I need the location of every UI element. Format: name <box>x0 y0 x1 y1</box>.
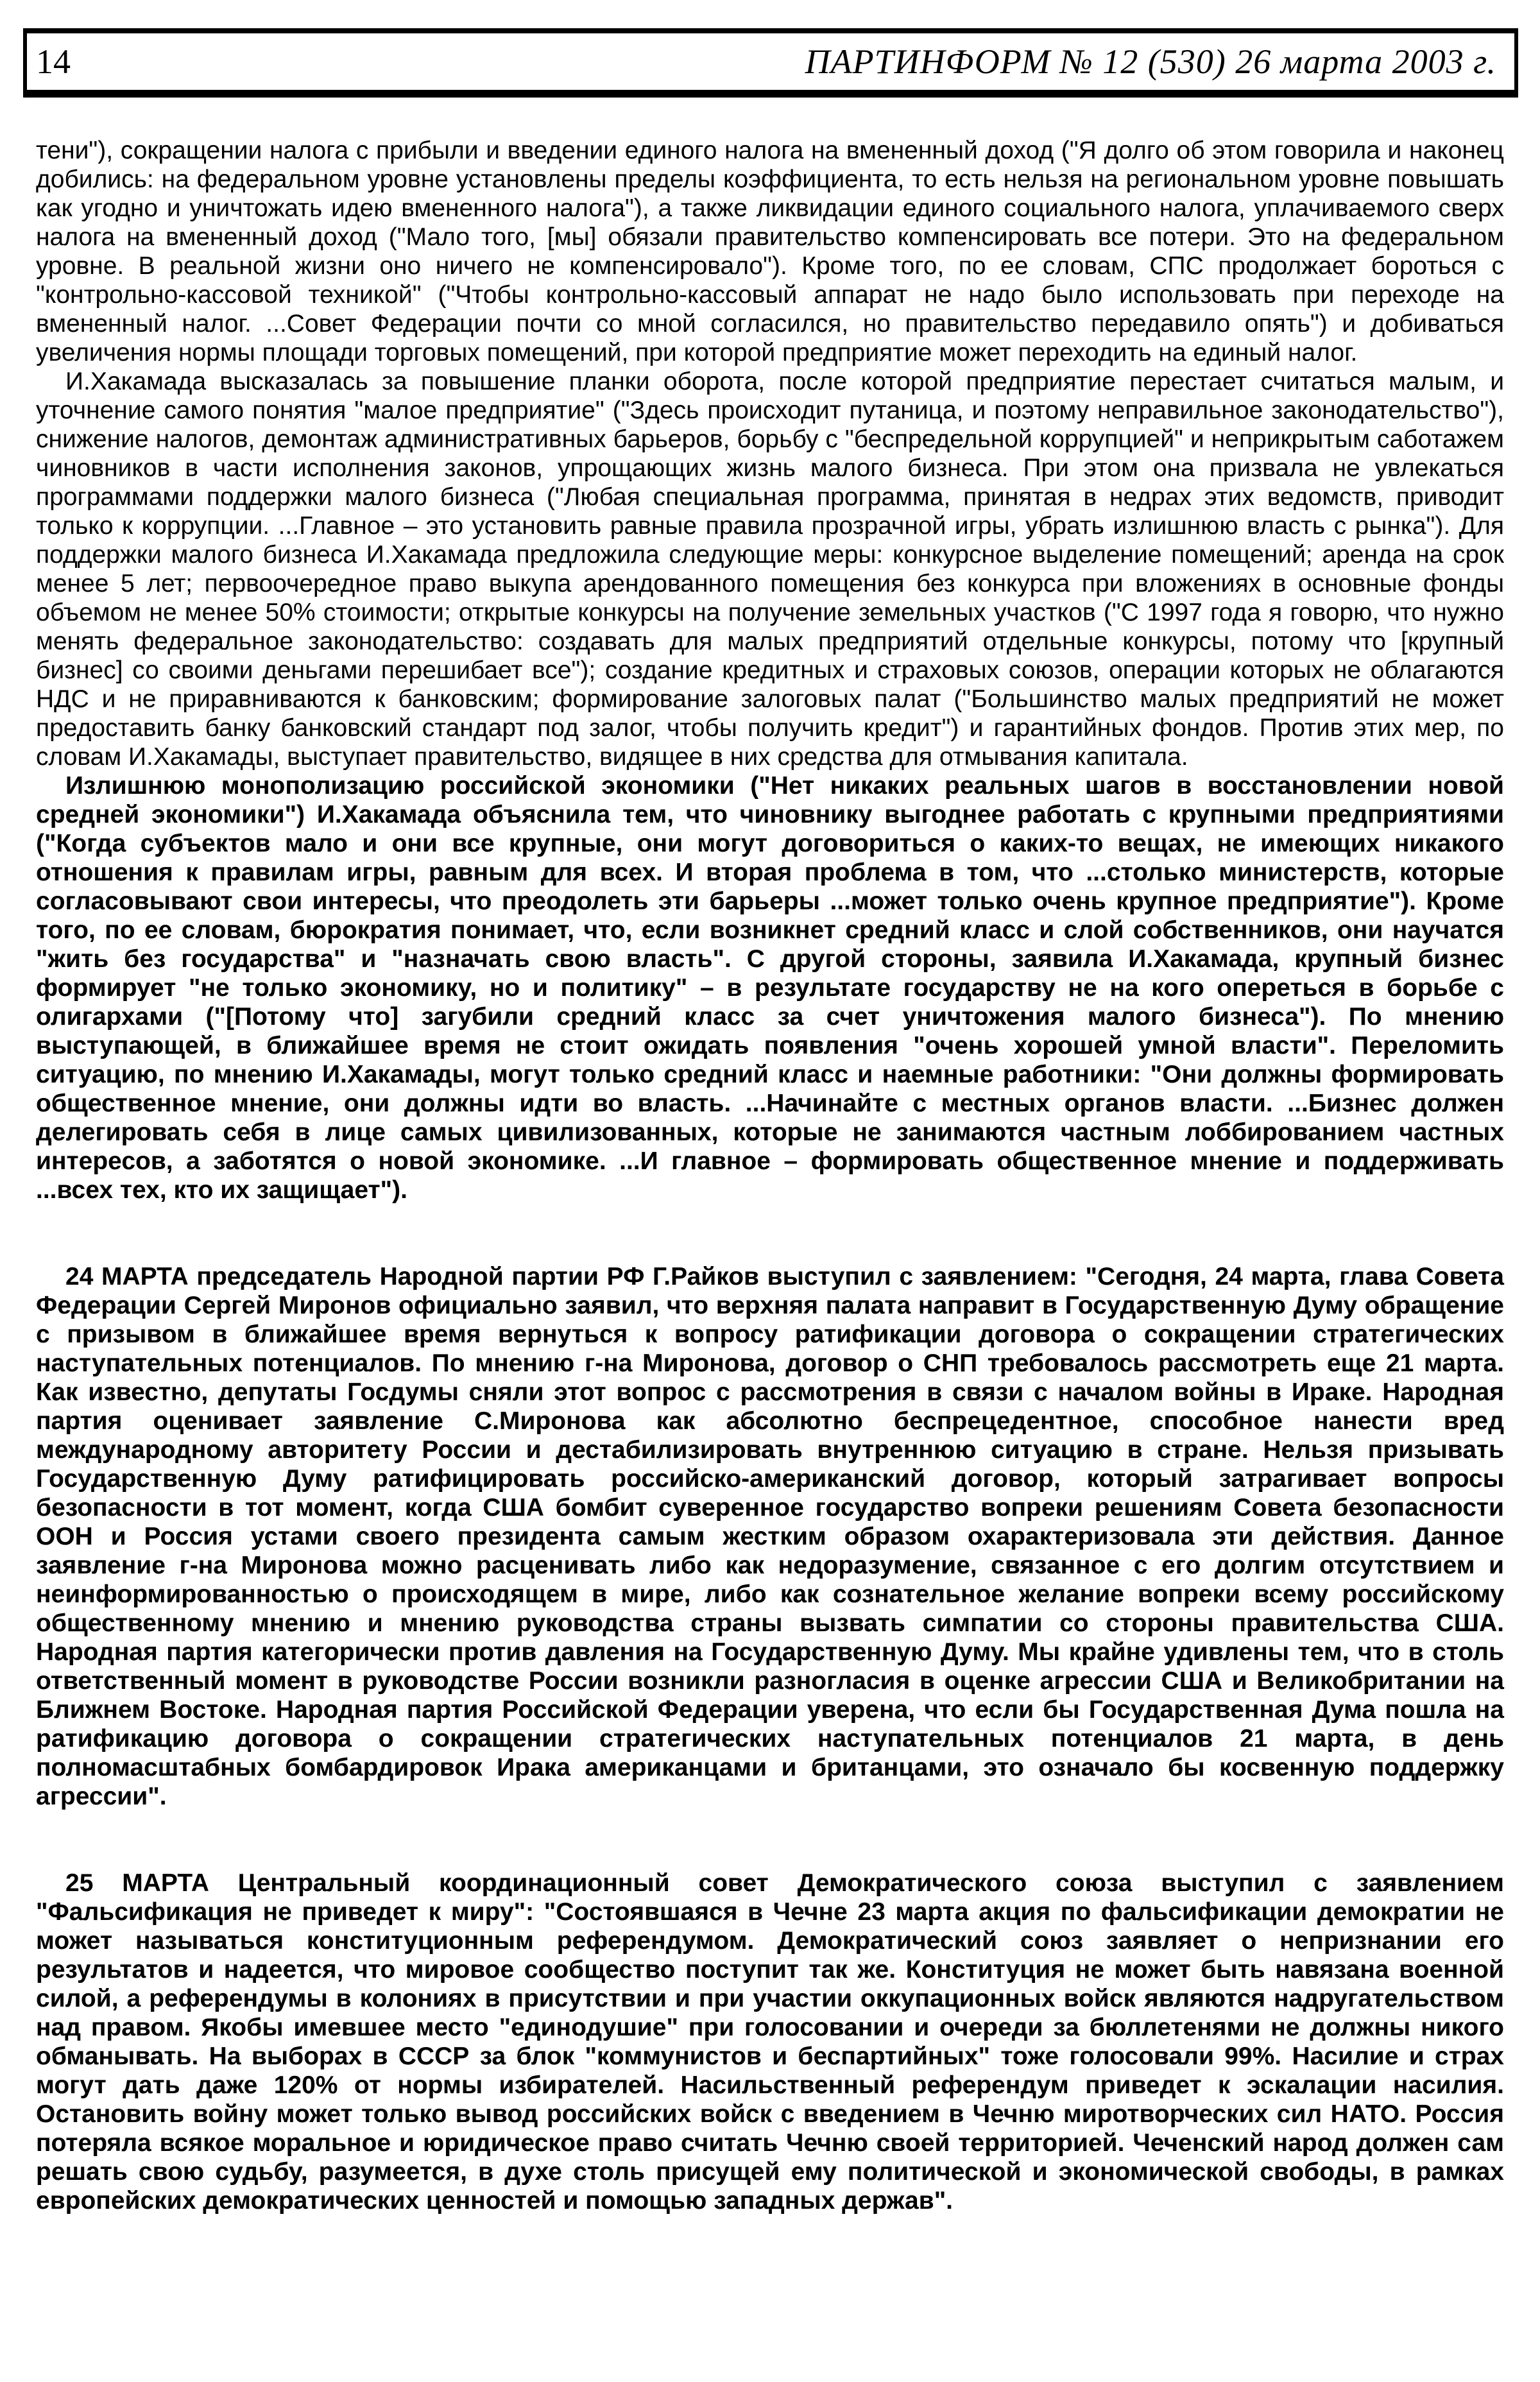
paragraph-khakamada-taxes-continuation: тени"), сокращении налога с прибыли и введении единого налога на вмененный доход ("Я долго об этом говорила и наконец добились: на федеральном уровне установлены пределы коэффициента, то есть нельзя на региональном уровне повышать как угодно и уничтожать идею вмененного налога"), а также ликвидации единого социального налога, уплачиваемого сверх налога на вмененный доход ("Мало того, [мы] обязали правительство компенсировать все потери. Это на федеральном уровне. В реальной жизни оно ничего не компенсировало"). Кроме того, по ее словам, СПС продолжает бороться с "контрольно-кассовой техникой" ("Чтобы контрольно-кассовый аппарат не надо было использовать при переходе на вмененный налог. ...Совет Федерации почти со мной согласился, но правительство передавило опять") и добиваться увеличения нормы площади торговых помещений, при которой предприятие может переходить на единый налог. <box>36 137 1504 366</box>
page-header <box>23 28 1518 98</box>
paragraph-march24-raikov-statement: 24 МАРТА председатель Народной партии РФ Г.Райков выступил с заявлением: "Сегодня, 24 марта, глава Совета Федерации Сергей Миронов официально заявил, что верхняя палата направит в Государственную Думу обращение с призывом в ближайшее время вернуться к вопросу ратификации договора о сокращении стратегических наступательных потенциалов. По мнению г-на Миронова, договор о СНП требовалось рассмотреть еще 21 марта. Как известно, депутаты Госдумы сняли этот вопрос с рассмотрения в связи с началом войны в Ираке. Народная партия оценивает заявление С.Миронова как абсолютно беспрецедентное, способное нанести вред международному авторитету России и дестабилизировать внутреннюю ситуацию в стране. Нельзя призывать Государственную Думу ратифицировать российско-американский договор, который затрагивает вопросы безопасности в тот момент, когда США бомбит суверенное государство вопреки решениям Совета безопасности ООН и Россия устами своего президента самым жестким образом охарактеризовала эти действия. Данное заявление г-на Миронова можно расценивать либо как недоразумение, связанное с его долгим отсутствием и неинформированностью о происходящем в мире, либо как сознательное желание вопреки всему российскому общественному мнению и мнению руководства страны вызвать симпатии со стороны правительства США. Народная партия категорически против давления на Государственную Думу. Мы крайне удивлены тем, что в столь ответственный момент в руководстве России возникли разногласия в оценке агрессии США и Великобритании на Ближнем Востоке. Народная партия Российской Федерации уверена, что если бы Государственная Дума пошла на ратификацию договора о сокращении стратегических наступательных потенциалов 21 марта, в день полномасштабных бомбардировок Ирака американцами и британцами, это означало бы косвенную поддержку агрессии". <box>36 1263 1504 1810</box>
article-text <box>36 136 1504 2215</box>
page-number: 14 <box>36 42 71 81</box>
paragraph-khakamada-small-business-measures: И.Хакамада высказалась за повышение планки оборота, после которой предприятие перестает считаться малым, и уточнение самого понятия "малое предприятие" ("Здесь происходит путаница, и поэтому неправильное законодательство"), снижение налогов, демонтаж административных барьеров, борьбу с "беспредельной коррупцией" и неприкрытым саботажем чиновников в части исполнения законов, упрощающих жизнь малого бизнеса. При этом она призвала не увлекаться программами поддержки малого бизнеса ("Любая специальная программа, принятая в недрах этих ведомств, приводит только к коррупции. ...Главное – это установить равные правила прозрачной игры, убрать излишнюю власть с рынка"). Для поддержки малого бизнеса И.Хакамада предложила следующие меры: конкурсное выделение помещений; аренда на срок менее 5 лет; первоочередное право выкупа арендованного помещения без конкурса при вложениях в основные фонды объемом не менее 50% стоимости; открытые конкурсы на получение земельных участков ("С 1997 года я говорю, что нужно менять федеральное законодательство: создавать для малых предприятий отдельные конкурсы, потому что [крупный бизнес] со своими деньгами перешибает все"); создание кредитных и страховых союзов, операции которых не облагаются НДС и не приравниваются к банковским; формирование залоговых палат ("Большинство малых предприятий не может предоставить банку банковский стандарт под залог, чтобы получить кредит") и гарантийных фондов. Против этих мер, по словам И.Хакамады, выступает правительство, видящее в них средства для отмывания капитала. <box>36 368 1504 771</box>
journal-title: ПАРТИНФОРМ № 12 (530) 26 марта 2003 г. <box>805 42 1496 81</box>
paragraph-march25-demsoyuz-statement: 25 МАРТА Центральный координационный совет Демократического союза выступил с заявлением "Фальсификация не приведет к миру": "Состоявшаяся в Чечне 23 марта акция по фальсификации демократии не может называться конституционным референдумом. Демократический союз заявляет о непризнании его результатов и надеется, что мировое сообщество поступит так же. Конституция не может быть навязана военной силой, а референдумы в колониях в присутствии и при участии оккупационных войск являются надругательством над правом. Якобы имевшее место "единодушие" при голосовании и очереди за бюллетенями не должны никого обманывать. На выборах в СССР за блок "коммунистов и беспартийных" тоже голосовали 99%. Насилие и страх могут дать даже 120% от нормы избирателей. Насильственный референдум приведет к эскалации насилия. Остановить войну может только вывод российских войск с введением в Чечню миротворческих сил НАТО. Россия потеряла всякое моральное и юридическое право считать Чечню своей территорией. Чеченский народ должен сам решать свою судьбу, разумеется, в духе столь присущей ему политической и экономической свободы, в рамках европейских демократических ценностей и помощью западных держав". <box>36 1869 1504 2215</box>
paragraph-khakamada-monopolization: Излишнюю монополизацию российской экономики ("Нет никаких реальных шагов в восстановлении новой средней экономики") И.Хакамада объяснила тем, что чиновнику выгоднее работать с крупными предприятиями ("Когда субъектов мало и они все крупные, они могут договориться о каких-то вещах, не имеющих никакого отношения к правилам игры, равным для всех. И вторая проблема в том, что ...столько министерств, которые согласовывают свои интересы, что преодолеть эти барьеры ...может только очень крупное предприятие"). Кроме того, по ее словам, бюрократия понимает, что, если возникнет средний класс и слой собственников, они научатся "жить без государства" и "назначать свою власть". С другой стороны, заявила И.Хакамада, крупный бизнес формирует "не только экономику, но и политику" – в результате государству не на кого опереться в борьбе с олигархами ("[Потому что] загубили средний класс за счет уничтожения малого бизнеса"). По мнению выступающей, в ближайшее время не стоит ожидать появления "очень хорошей умной власти". Переломить ситуацию, по мнению И.Хакамады, могут только средний класс и наемные работники: "Они должны формировать общественное мнение, они должны идти во власть. ...Начинайте с местных органов власти. ...Бизнес должен делегировать себя в лице самых цивилизованных, которые не занимаются частным лоббированием частных интересов, а заботятся о новой экономике. ...И главное – формировать общественное мнение и поддерживать ...всех тех, кто их защищает"). <box>36 772 1504 1204</box>
